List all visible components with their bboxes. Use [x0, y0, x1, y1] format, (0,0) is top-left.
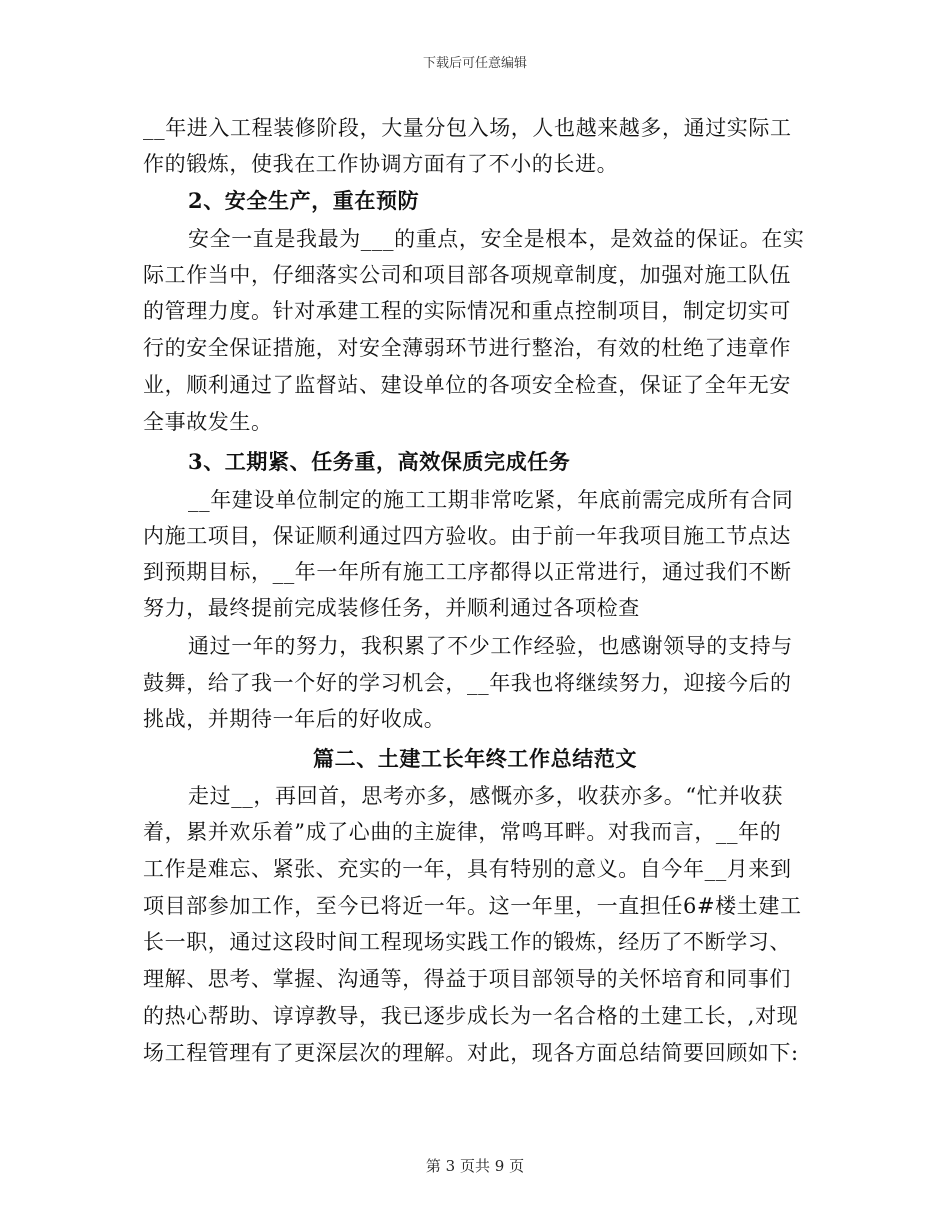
body-line: 走过__，再回首，思考亦多，感慨亦多，收获亦多。“忙并收获	[188, 784, 784, 808]
body-line: __年进入工程装修阶段，大量分包入场，人也越来越多，通过实际工	[143, 116, 792, 140]
page-number: 第 3 页共 9 页	[425, 1157, 525, 1175]
body-line: 通过一年的努力，我积累了不少工作经验，也感谢领导的支持与	[188, 634, 793, 658]
body-line: 长一职，通过这段时间工程现场实践工作的锻炼，经历了不断学习、	[143, 930, 791, 954]
body-line: 的热心帮助、谆谆教导，我已逐步成长为一名合格的土建工长，,对现	[143, 1004, 799, 1028]
body-line: 业，顺利通过了监督站、建设单位的各项安全检查，保证了全年无安	[143, 373, 791, 397]
body-line: 场工程管理有了更深层次的理解。对此，现各方面总结简要回顾如下:	[143, 1041, 799, 1065]
body-line: 际工作当中，仔细落实公司和项目部各项规章制度，加强对施工队伍	[143, 263, 791, 287]
section-heading-3: 3、工期紧、任务重，高效保质完成任务	[188, 449, 571, 474]
body-line: 全事故发生。	[143, 410, 273, 434]
body-line: 内施工项目，保证顺利通过四方验收。由于前一年我项目施工节点达	[143, 524, 791, 548]
body-line: 行的安全保证措施，对安全薄弱环节进行整治，有效的杜绝了违章作	[143, 336, 791, 360]
body-line: 挑战，并期待一年后的好收成。	[143, 707, 446, 731]
body-line: 作的锻炼，使我在工作协调方面有了不小的长进。	[143, 152, 619, 176]
body-line: 努力，最终提前完成装修任务，并顺利通过各项检查	[143, 596, 640, 620]
body-line: 着，累并欢乐着”成了心曲的主旋律，常鸣耳畔。对我而言，__年的	[143, 820, 782, 844]
body-line: 鼓舞，给了我一个好的学习机会，__年我也将继续努力，迎接今后的	[143, 671, 792, 695]
body-line: __年建设单位制定的施工工期非常吃紧，年底前需完成所有合同	[188, 488, 794, 512]
body-line: 项目部参加工作，至今已将近一年。这一年里，一直担任6#楼土建工	[143, 894, 802, 918]
body-line: 理解、思考、掌握、沟通等，得益于项目部领导的关怀培育和同事们	[143, 967, 791, 991]
body-line: 工作是难忘、紧张、充实的一年，具有特别的意义。自今年__月来到	[143, 857, 792, 881]
body-line: 安全一直是我最为___的重点，安全是根本，是效益的保证。在实	[188, 227, 805, 251]
section-heading-2: 2、安全生产，重在预防	[188, 188, 420, 213]
article-title: 篇二、土建工长年终工作总结范文	[313, 746, 637, 771]
body-line: 的管理力度。针对承建工程的实际情况和重点控制项目，制定切实可	[143, 299, 791, 323]
body-line: 到预期目标，__年一年所有施工工序都得以正常进行，通过我们不断	[143, 560, 792, 584]
header-note: 下载后可任意编辑	[422, 56, 527, 71]
